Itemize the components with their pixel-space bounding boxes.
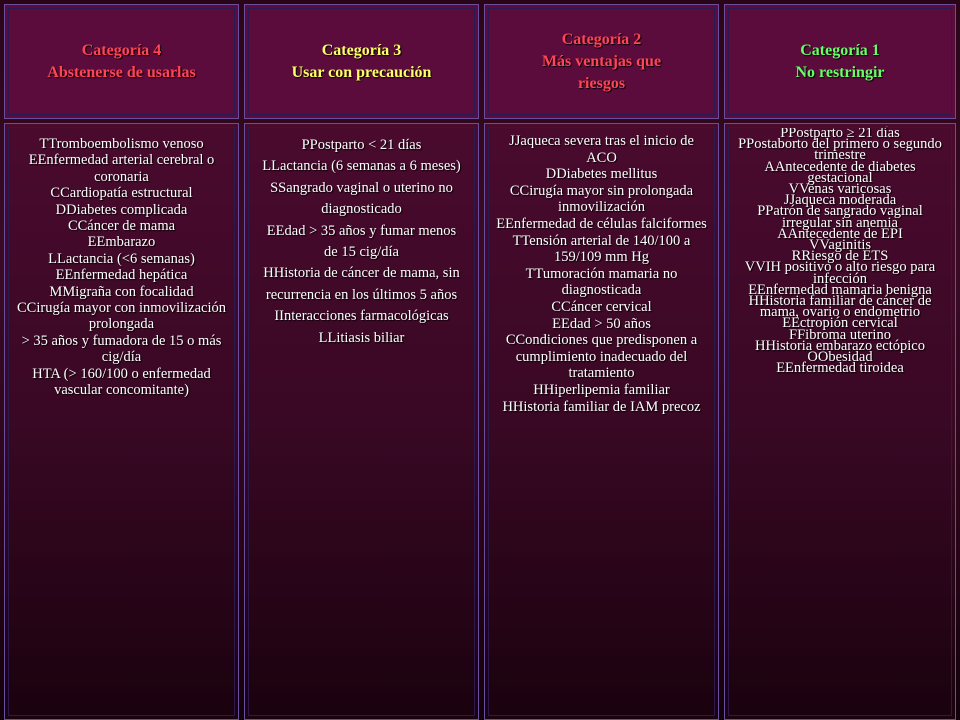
list-item: PPatrón de sangrado vaginal irregular sin anemia [757,203,923,231]
list-item: PPostparto < 21 días [301,137,422,153]
list-item: CCáncer de mama [67,218,176,235]
category-1-list [724,123,956,720]
header-category-1 [724,4,956,119]
header-category-2-subtitle-line2: riesgos [577,74,626,92]
list-item: CCardiopatía estructural [50,185,193,202]
header-category-3-subtitle: Usar con precaución [291,63,432,81]
header-category-4-title: Categoría 4 [81,41,162,59]
header-category-4 [4,4,239,119]
list-item: DDiabetes complicada [55,201,188,218]
list-item: SSangrado vaginal o uterino no diagnosticado [270,179,453,218]
list-item: VVenas varicosas [788,181,892,198]
header-category-4-subtitle: Abstenerse de usarlas [47,63,196,81]
list-item: EEnfermedad mamaria benigna [748,281,932,298]
list-item: EEnfermedad hepática [55,267,188,284]
list-item: EEdad > 50 años [552,315,651,332]
list-item: CCáncer cervical [551,298,652,315]
list-item: HHistoria embarazo ectópico [755,337,925,354]
header-category-2 [484,4,719,119]
list-item: CCirugía mayor sin prolongada inmovilización [509,182,694,216]
list-item: LLitiasis biliar [318,329,405,346]
list-item: LLactancia (<6 semanas) [48,250,195,267]
list-item: VVIH positivo o alto riesgo para infección [744,259,936,287]
list-item: EEctropión cervical [782,315,898,332]
list-item: TTromboembolismo venoso [39,136,204,152]
list-item: TTensión arterial de 140/100 a 159/109 mm Hg [512,232,691,266]
list-item: MMigraña con focalidad [49,283,194,300]
list-item: FFibroma uterino [789,326,891,343]
list-item: HHistoria familiar de cáncer de mama, ovario o endometrio [748,293,932,321]
list-item: RRiesgo de ETS [791,248,889,265]
list-item: TTumoración mamaria no diagnosticada [525,265,678,299]
list-item: EEmbarazo [87,234,156,251]
list-item: EEnfermedad de células falciformes [496,215,707,232]
list-item: PPostaborto del primero o segundo trimestre [738,136,942,164]
list-item: AAntecedente de EPI [777,225,903,242]
list-item: EEdad > 35 años y fumar menos de 15 cig/día [266,222,457,261]
category-3-list [244,123,479,720]
list-item: CCondiciones que predisponen a cumplimiento inadecuado del tratamiento [505,332,698,382]
list-item: AAntecedente de diabetes gestacional [764,158,916,186]
list-item: EEnfermedad arterial cerebral o coronaria [28,152,215,185]
header-category-1-title: Categoría 1 [800,41,880,59]
list-item: HHistoria de cáncer de mama, sin recurrencia en los últimos 5 años [263,265,460,303]
header-category-3-title: Categoría 3 [321,41,402,59]
list-item: HHiperlipemia familiar [533,381,670,398]
list-item: HTA (> 160/100 o enfermedad vascular concomitante) [32,365,211,399]
list-item: LLactancia (6 semanas a 6 meses) [262,158,461,175]
header-category-2-title: Categoría 2 [561,30,642,48]
list-item: EEnfermedad tiroidea [776,360,904,377]
list-item: IInteracciones farmacológicas [274,308,449,325]
list-item: PPostparto ≥ 21 días [780,125,900,141]
category-2-list [484,123,719,720]
list-item: HHistoria familiar de IAM precoz [502,398,701,415]
header-category-1-subtitle: No restringir [795,63,885,81]
list-item: VVaginitis [808,237,872,254]
list-item: JJaqueca severa tras el inicio de ACO [509,133,694,166]
list-item: CCirugía mayor con inmovilización prolongada [17,300,226,333]
header-category-3 [244,4,479,119]
list-item: JJaqueca moderada [783,192,897,209]
list-item: OObesidad [807,349,873,366]
header-category-2-subtitle: Más ventajas que [541,52,662,70]
list-item: DDiabetes mellitus [545,166,658,183]
list-item: > 35 años y fumadora de 15 o más cig/día [21,332,222,366]
category-4-list [4,123,239,720]
